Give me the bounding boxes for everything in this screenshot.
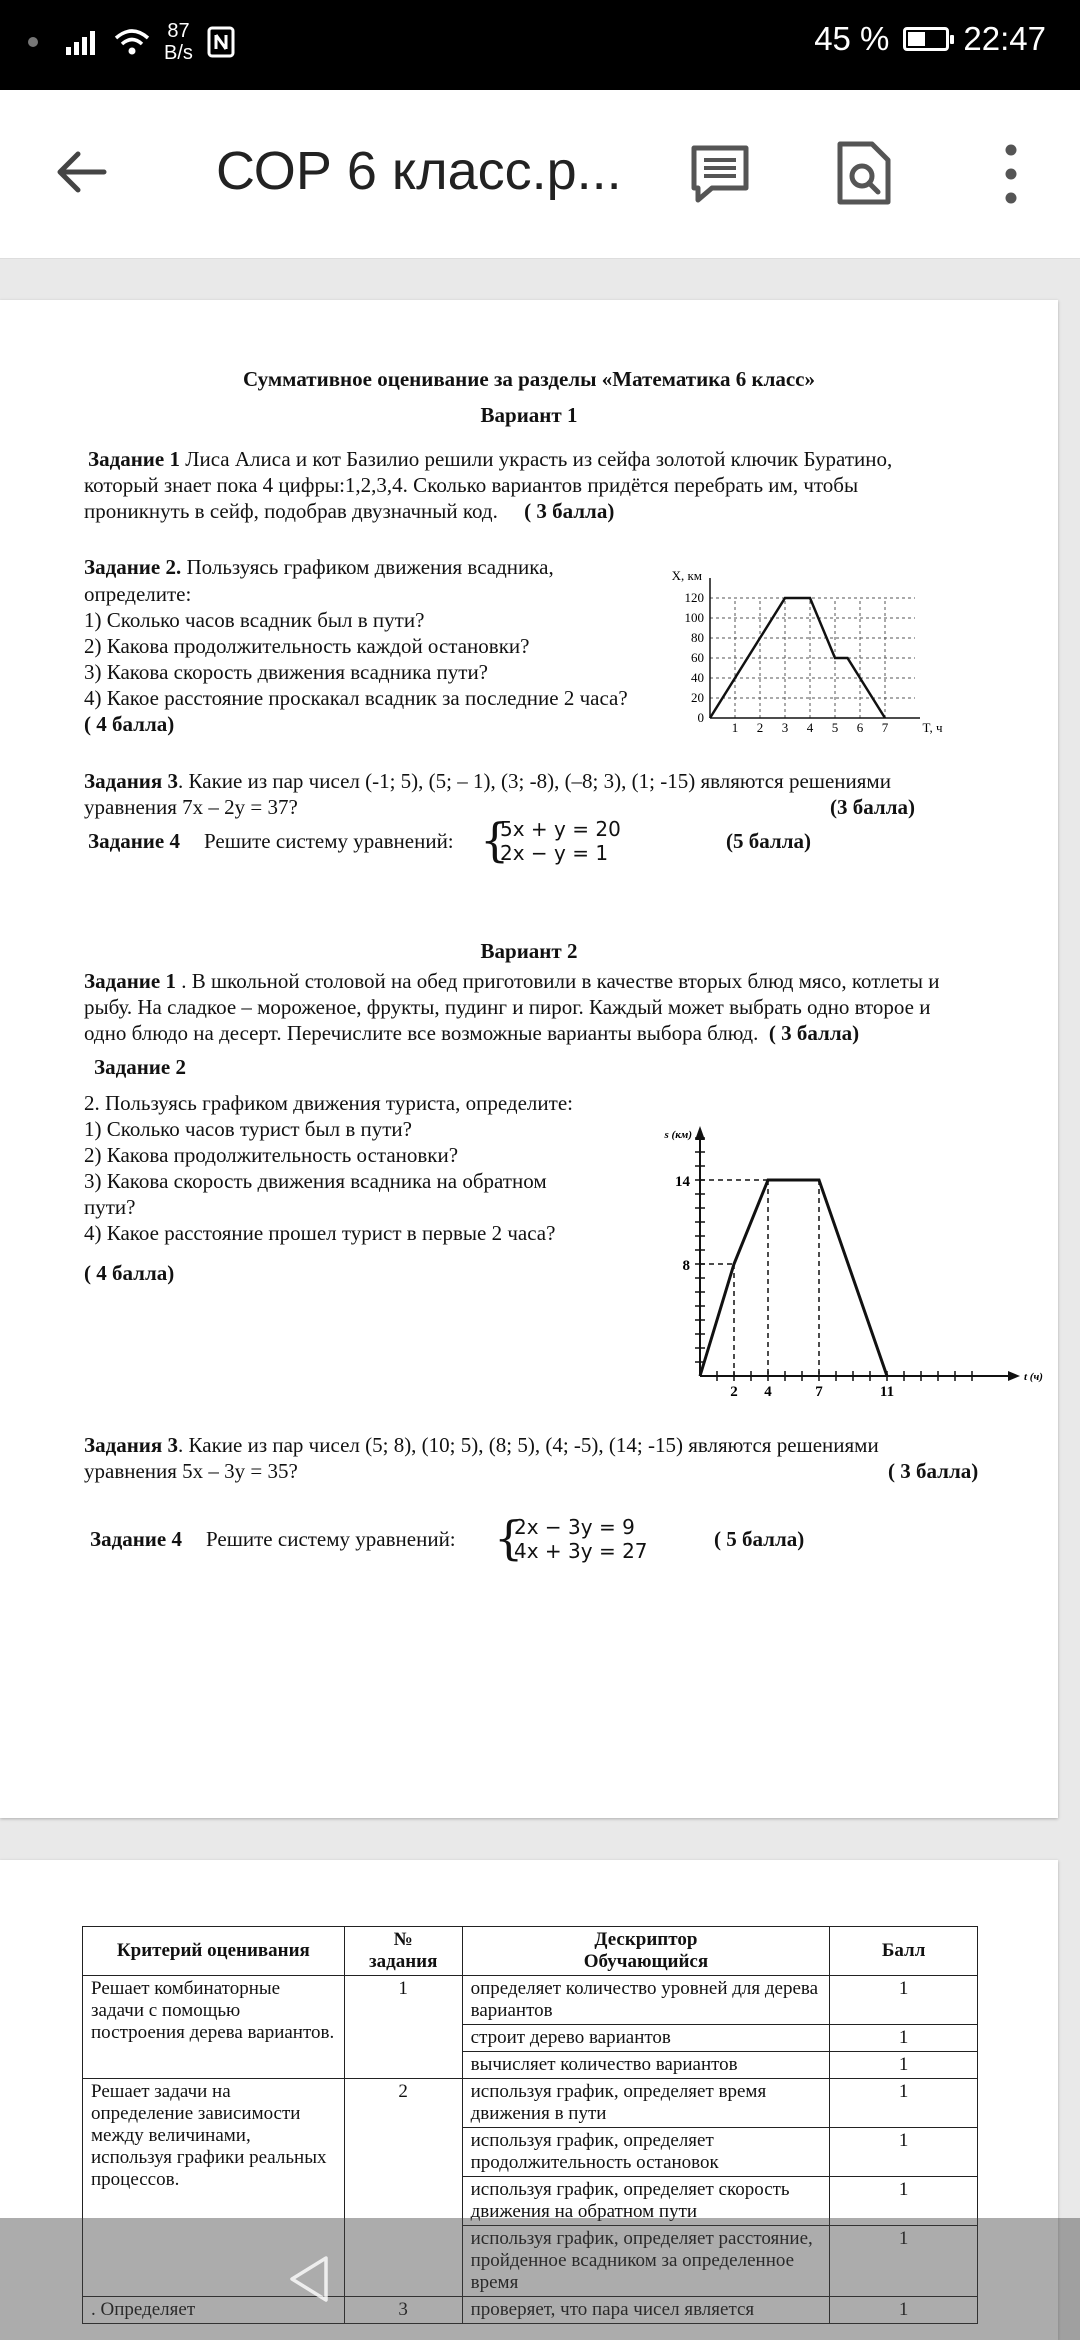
v1-task4-label: Задание 4 <box>88 829 180 853</box>
battery-percent: 45 % <box>814 20 890 57</box>
v2-task3-text: . Какие из пар чисел (5; 8), (10; 5), (8; 5), (4; -5), (14; -15) являются решениями <box>178 1433 879 1457</box>
v1-task3-label: Задания 3 <box>84 769 179 793</box>
v1-task2-line0 <box>84 554 554 580</box>
speed-value: 87 <box>167 20 190 42</box>
v2-task2-line3: 2) Какова продолжительность остановки? <box>84 1143 459 1167</box>
y-tick-label: 14 <box>675 1174 690 1190</box>
variant-2-title: Вариант 2 <box>480 939 578 963</box>
descriptor-cell: строит дерево вариантов <box>462 2025 830 2052</box>
y-tick-label: 60 <box>691 650 704 665</box>
x-tick-label: 3 <box>781 720 789 735</box>
v1-task2-label: Задание 2. <box>84 555 182 579</box>
v1-task2-line3: 2) Какова продолжительность каждой остановки? <box>84 634 530 658</box>
descriptor-cell: используя график, определяет скорость движения на обратном пути <box>462 2177 830 2226</box>
criterion-cell: Решает задачи на определение зависимости между величинами, используя графики реальных процессов. <box>83 2079 345 2297</box>
nav-back-icon[interactable] <box>286 2254 332 2304</box>
v1-task4-text: Решите систему уравнений: <box>204 829 454 853</box>
x-axis-label: T, ч <box>922 720 943 735</box>
v2-task2-points: ( 4 балла) <box>84 1261 175 1285</box>
status-bar <box>0 0 1080 90</box>
v1-task4-points: (5 балла) <box>726 829 811 853</box>
v2-system-brace: { <box>494 1511 524 1565</box>
score-cell: 1 <box>830 2025 978 2052</box>
v1-task3-points: (3 балла) <box>830 795 915 819</box>
descriptor-cell: используя график, определяет продолжительность остановок <box>462 2128 830 2177</box>
v2-task2-line2: 1) Сколько часов турист был в пути? <box>84 1117 412 1141</box>
descriptor-cell: используя график, определяет время движения в пути <box>462 2079 830 2128</box>
task-number-cell: 1 <box>344 1976 462 2079</box>
variant-1-title: Вариант 1 <box>480 403 578 427</box>
descriptor-cell: определяет количество уровней для дерева вариантов <box>462 1976 830 2025</box>
header-score: Балл <box>830 1927 978 1976</box>
y-axis-label: s (км) <box>664 1129 692 1141</box>
v1-task2-line1: определите: <box>84 582 192 606</box>
task-number-cell: 2 <box>344 2079 462 2297</box>
criterion-cell: . Определяет <box>83 2297 345 2324</box>
table-row <box>83 2079 978 2128</box>
clock: 22:47 <box>963 20 1046 57</box>
v2-task3-points: ( 3 балла) <box>888 1459 979 1483</box>
v1-task1-line2: который знает пока 4 цифры:1,2,3,4. Сколько вариантов придётся перебрать им, чтобы <box>84 473 859 497</box>
back-arrow-icon[interactable] <box>50 142 110 202</box>
v2-task3-line1 <box>84 1432 879 1458</box>
v1-task1-points: ( 3 балла) <box>524 499 615 523</box>
x-tick-label: 7 <box>881 720 889 735</box>
v1-task2-line2: 1) Сколько часов всадник был в пути? <box>84 608 425 632</box>
document-page-1[interactable] <box>0 300 1058 1818</box>
table-row <box>83 1976 978 2025</box>
v2-task4-points: ( 5 балла) <box>714 1527 805 1551</box>
v1-task2-text: Пользуясь графиком движения всадника, <box>181 555 554 579</box>
more-vert-icon[interactable] <box>996 142 1026 206</box>
motion-line <box>700 1180 887 1376</box>
x-tick-label: 2 <box>756 720 764 735</box>
x-tick-label: 6 <box>856 720 864 735</box>
x-tick-label: 2 <box>730 1384 738 1400</box>
v1-task3-text: . Какие из пар чисел (-1; 5), (5; – 1), (3; -8), (–8; 3), (1; -15) являются решениями <box>178 769 891 793</box>
rider-motion-graph <box>660 570 1038 740</box>
score-cell: 1 <box>830 1976 978 2025</box>
system-navigation-bar <box>0 2218 1080 2340</box>
descriptor-cell: используя график, определяет расстояние, пройденное всадником за определенное время <box>462 2226 830 2297</box>
score-cell: 1 <box>830 2297 978 2324</box>
v2-task1-line1 <box>84 968 940 994</box>
score-cell: 1 <box>830 2226 978 2297</box>
find-in-page-icon[interactable] <box>834 140 894 206</box>
x-tick-label: 4 <box>806 720 814 735</box>
v2-task2-line5: пути? <box>84 1195 136 1219</box>
v1-task1-text3: проникнуть в сейф, подобрав двузначный код. <box>84 499 498 523</box>
v2-task3-line2: уравнения 5x – 3y = 35? <box>84 1459 298 1483</box>
x-tick-label: 4 <box>764 1384 772 1400</box>
app-bar <box>0 90 1080 259</box>
y-tick-label: 20 <box>691 690 704 705</box>
v1-task1-line3 <box>84 498 614 524</box>
v2-task4-label: Задание 4 <box>90 1527 182 1551</box>
v2-eq2: 4x + 3y = 27 <box>514 1539 648 1563</box>
battery-level <box>908 32 924 46</box>
y-tick-label: 80 <box>691 630 704 645</box>
document-title: СОР 6 класс.р... <box>216 141 622 201</box>
signal-icon <box>66 29 100 55</box>
v2-task1-line3 <box>84 1020 859 1046</box>
comment-icon[interactable] <box>688 142 752 206</box>
v2-task1-points: ( 3 балла) <box>768 1021 860 1045</box>
v2-task1-label: Задание 1 <box>84 969 176 993</box>
criterion-cell: Решает комбинаторные задачи с помощью построения дерева вариантов. <box>83 1976 345 2079</box>
score-cell: 1 <box>830 2177 978 2226</box>
v1-task3-line2: уравнения 7x – 2y = 37? <box>84 795 298 819</box>
tourist-motion-graph <box>628 1122 1043 1412</box>
x-axis-arrow <box>1008 1371 1020 1381</box>
v1-task2-line5: 4) Какое расстояние проскакал всадник за последние 2 часа? <box>84 686 628 710</box>
v2-task2-line4: 3) Какова скорость движения всадника на обратном <box>84 1169 547 1193</box>
v1-task2-line4: 3) Какова скорость движения всадника пути? <box>84 660 489 684</box>
v2-task4-text: Решите систему уравнений: <box>206 1527 456 1551</box>
v1-task3-line1 <box>84 768 891 794</box>
speed-unit: B/s <box>164 42 193 64</box>
descriptor-cell: проверяет, что пара чисел является <box>462 2297 830 2324</box>
v1-task1-text: Лиса Алиса и кот Базилио решили украсть из сейфа золотой ключик Буратино, <box>179 447 893 471</box>
wifi-icon <box>114 28 150 56</box>
score-cell: 1 <box>830 2128 978 2177</box>
task-number-cell: 3 <box>344 2297 462 2324</box>
y-axis-label: X, км <box>671 568 702 583</box>
v1-task2-points: ( 4 балла) <box>84 712 175 736</box>
y-tick-label: 0 <box>697 710 704 725</box>
header-descriptor: Дескриптор Обучающийся <box>462 1927 830 1976</box>
v2-task1-text3: одно блюдо на десерт. Перечислите все возможные варианты выбора блюд. <box>84 1021 759 1045</box>
v2-task3-label: Задания 3 <box>84 1433 179 1457</box>
y-tick-label: 8 <box>682 1258 690 1274</box>
x-tick-label: 5 <box>831 720 839 735</box>
nfc-icon <box>207 26 235 58</box>
v1-task1-label: Задание 1 <box>88 447 180 471</box>
y-tick-label: 100 <box>684 610 704 625</box>
v2-task1-line2: рыбу. На сладкое – мороженое, фрукты, пудинг и пирог. Каждый может выбрать одно второе и <box>84 995 931 1019</box>
notification-dot <box>28 37 38 47</box>
network-speed <box>164 20 193 64</box>
v2-eq1: 2x − 3y = 9 <box>514 1515 635 1539</box>
v2-task2-label: Задание 2 <box>94 1055 186 1079</box>
v1-eq2: 2x − y = 1 <box>500 841 609 865</box>
x-tick-label: 11 <box>879 1384 895 1400</box>
header-criterion: Критерий оценивания <box>83 1927 345 1976</box>
score-cell: 1 <box>830 2052 978 2079</box>
v1-task1-line1 <box>88 446 892 472</box>
y-tick-label: 120 <box>684 590 704 605</box>
y-tick-label: 40 <box>691 670 704 685</box>
v1-system-brace: { <box>480 813 510 867</box>
doc-heading: Суммативное оценивание за разделы «Математика 6 класс» <box>243 367 815 391</box>
battery-icon <box>903 27 949 51</box>
descriptor-cell: вычисляет количество вариантов <box>462 2052 830 2079</box>
v2-task1-text: . В школьной столовой на обед приготовили в качестве вторых блюд мясо, котлеты и <box>175 969 940 993</box>
v1-eq1: 5x + y = 20 <box>500 817 621 841</box>
x-tick-label: 7 <box>815 1384 823 1400</box>
x-axis-label: t (ч) <box>1024 1371 1043 1383</box>
header-task-number: № задания <box>344 1927 462 1976</box>
score-cell: 1 <box>830 2079 978 2128</box>
x-tick-label: 1 <box>731 720 739 735</box>
v2-task2-line6: 4) Какое расстояние прошел турист в первые 2 часа? <box>84 1221 556 1245</box>
table-header-row <box>83 1927 978 1976</box>
v2-task2-line1: 2. Пользуясь графиком движения туриста, определите: <box>84 1091 573 1115</box>
